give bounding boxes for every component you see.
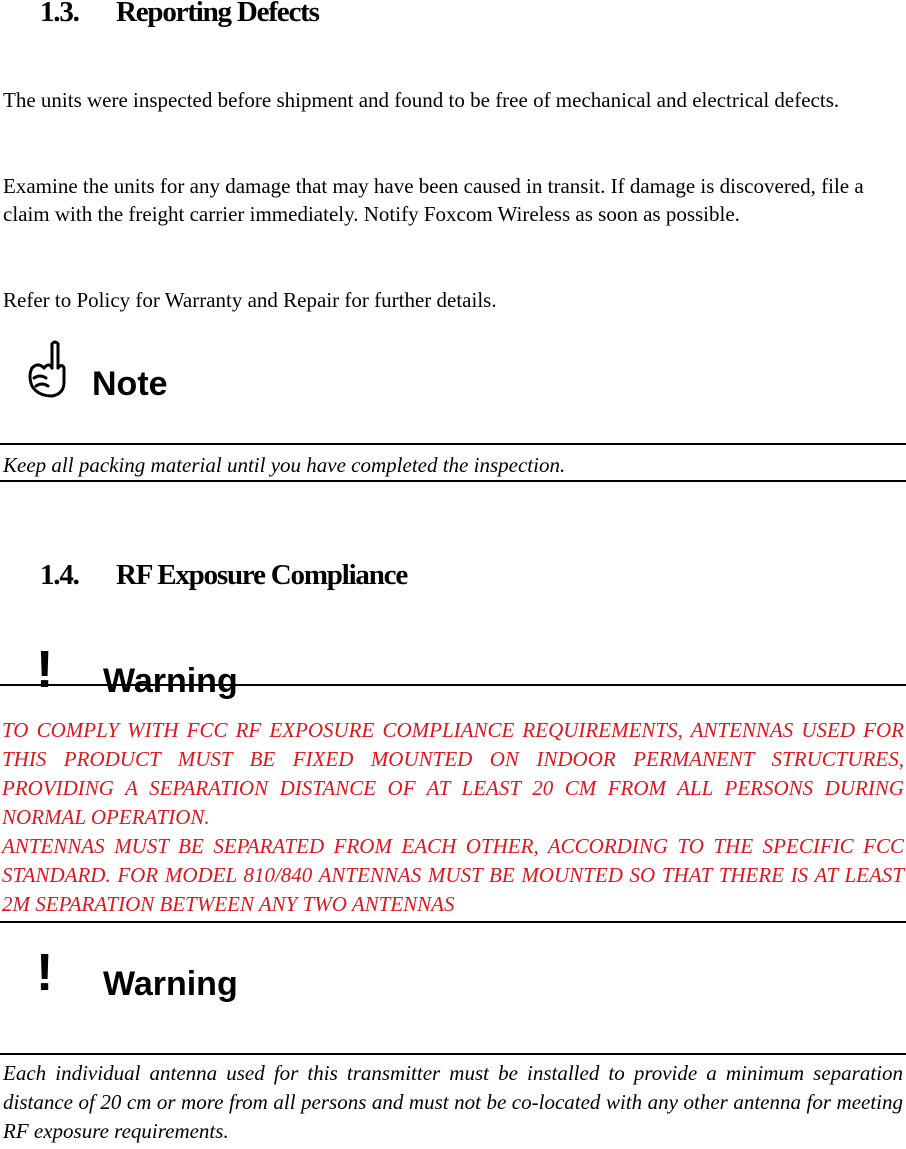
note-label: Note: [92, 365, 168, 403]
section-title: Reporting Defects: [116, 0, 319, 28]
warning-label: Warning: [103, 965, 238, 1003]
section-number: 1.4.: [40, 559, 79, 591]
note-bottom-rule: [0, 480, 906, 482]
warning-bottom-rule: [0, 921, 906, 923]
paragraph-policy-reference: Refer to Policy for Warranty and Repair for further details.: [3, 288, 497, 312]
exclamation-icon: !: [36, 944, 54, 1002]
exclamation-icon: !: [36, 641, 54, 699]
note-text: Keep all packing material until you have completed the inspection.: [3, 453, 566, 477]
section-heading-rf-exposure: [40, 559, 407, 592]
note-top-rule: [0, 443, 906, 445]
warning-text-fcc-compliance: TO COMPLY WITH FCC RF EXPOSURE COMPLIANCE REQUIREMENTS, ANTENNAS USED FOR THIS PRODUCT MUST BE FIXED MOUNTED ON INDOOR PERMANENT STRUCTURES, PROVIDING A SEPARATION DISTANCE OF AT LEAST 20 CM FROM ALL PERSONS DURING NORMAL OPERATION.: [2, 718, 904, 829]
paragraph-damage: Examine the units for any damage that may have been caused in transit. If damage is discovered, file a claim with the freight carrier immediately. Notify Foxcom Wireless as soon as possible.: [3, 174, 864, 226]
section-number: 1.3.: [40, 0, 79, 28]
section-heading-reporting-defects: [40, 0, 319, 29]
warning-label: Warning: [103, 662, 238, 700]
section-title: RF Exposure Compliance: [116, 559, 407, 591]
warning-text-individual-antenna: Each individual antenna used for this transmitter must be installed to provide a minimum separation distance of 20 cm or more from all persons and must not be co-located with any other antenna for meeting RF exposure requirements.: [3, 1061, 903, 1143]
warning-text-antenna-separation: ANTENNAS MUST BE SEPARATED FROM EACH OTHER, ACCORDING TO THE SPECIFIC FCC STANDARD. FOR MODEL 810/840 ANTENNAS MUST BE MOUNTED SO THAT THERE IS AT LEAST 2M SEPARATION BETWEEN ANY TWO ANTENNAS: [2, 834, 904, 916]
paragraph-inspection: The units were inspected before shipment and found to be free of mechanical and electrical defects.: [3, 88, 840, 112]
pointing-hand-icon: [22, 338, 72, 402]
warning-top-rule: [0, 684, 906, 686]
warning2-top-rule: [0, 1053, 906, 1055]
